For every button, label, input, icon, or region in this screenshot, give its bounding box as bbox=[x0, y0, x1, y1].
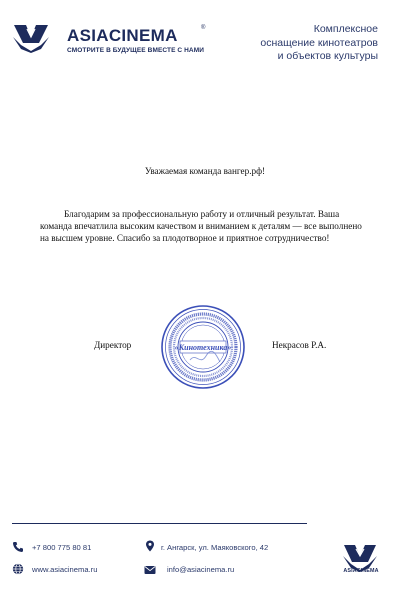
globe-icon bbox=[12, 563, 24, 575]
mail-icon bbox=[144, 564, 156, 576]
footer-address: г. Ангарск, ул. Маяковского, 42 bbox=[161, 543, 269, 552]
location-pin-icon bbox=[144, 540, 156, 552]
signatory-role: Директор bbox=[94, 340, 132, 350]
company-logo bbox=[12, 22, 212, 56]
description-line: оснащение кинотеатров bbox=[260, 36, 378, 49]
footer-email-link[interactable]: info@asiacinema.ru bbox=[167, 565, 235, 574]
registered-mark: ® bbox=[201, 25, 206, 31]
description-line: Комплексное bbox=[313, 23, 378, 35]
company-seal-stamp bbox=[160, 304, 246, 390]
letter-greeting: Уважаемая команда вангер.рф! bbox=[144, 166, 266, 176]
phone-icon bbox=[12, 541, 24, 553]
signatory-name: Некрасов Р.А. bbox=[272, 340, 327, 350]
logo-mark-icon bbox=[12, 23, 50, 53]
letter-body: Благодарим за профессиональную работу и отличный результат. Ваша команда впечатлила высоким качеством и вниманием к деталям — все выполнено на высшем уровне. Спасибо за плодотворное и приятное сотрудничество! bbox=[40, 209, 362, 244]
company-description bbox=[208, 23, 378, 64]
footer-phone[interactable]: +7 800 775 80 81 bbox=[32, 543, 92, 552]
stamp-center-text: «Кинотехника» bbox=[174, 343, 232, 352]
footer-logo-text: ASIACINEMA bbox=[343, 568, 379, 574]
footer-website-link[interactable]: www.asiacinema.ru bbox=[32, 565, 98, 574]
footer-divider bbox=[12, 523, 307, 524]
brand-tagline: СМОТРИТЕ В БУДУЩЕЕ ВМЕСТЕ С НАМИ bbox=[67, 47, 205, 54]
brand-name: ASIACINEMA bbox=[67, 26, 178, 45]
description-line: и объектов культуры bbox=[277, 50, 378, 62]
